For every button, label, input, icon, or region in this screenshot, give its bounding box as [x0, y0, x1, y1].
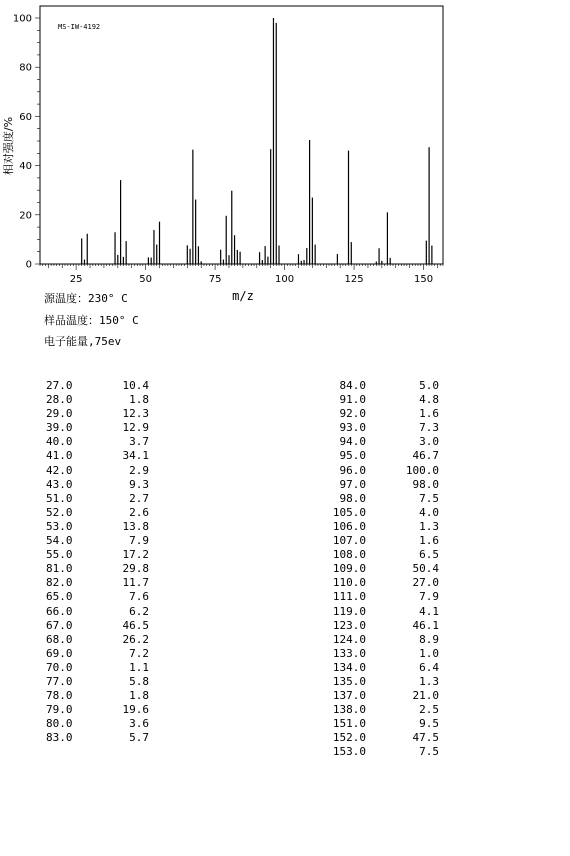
- intensity-cell: 6.4: [419, 660, 439, 674]
- mz-cell: 98.0: [339, 491, 366, 505]
- mz-cell: 83.0: [46, 731, 73, 745]
- mz-cell: 81.0: [46, 562, 73, 576]
- intensity-cell: 5.8: [129, 674, 149, 688]
- x-axis-title: m/z: [232, 289, 254, 303]
- table-row: [320, 605, 439, 619]
- intensity-cell: 47.5: [412, 731, 439, 745]
- table-row: [46, 520, 149, 534]
- intensity-cell: 7.2: [129, 646, 149, 660]
- intensity-cell: 4.1: [419, 604, 439, 618]
- table-row: [320, 590, 439, 604]
- table-row: [46, 562, 149, 576]
- source-temperature: 源温度：230° C: [44, 292, 128, 305]
- peak-table-left: [46, 379, 149, 745]
- mz-cell: 91.0: [339, 393, 366, 407]
- mz-cell: 124.0: [332, 632, 366, 646]
- table-row: [46, 731, 149, 745]
- intensity-cell: 8.9: [419, 632, 439, 646]
- table-row: [320, 379, 439, 393]
- intensity-cell: 3.6: [129, 717, 149, 731]
- intensity-cell: 29.8: [122, 562, 149, 576]
- mz-cell: 51.0: [46, 491, 73, 505]
- intensity-cell: 1.3: [419, 519, 439, 533]
- mz-cell: 105.0: [332, 505, 366, 519]
- electron-energy: 电子能量,75ev: [44, 335, 122, 348]
- table-row: [320, 534, 439, 548]
- table-row: [46, 590, 149, 604]
- table-row: [46, 421, 149, 435]
- table-row: [320, 435, 439, 449]
- table-row: [46, 379, 149, 393]
- plot-border: [40, 6, 443, 264]
- mz-cell: 42.0: [46, 463, 73, 477]
- mz-cell: 65.0: [46, 590, 73, 604]
- mz-cell: 137.0: [332, 689, 366, 703]
- intensity-cell: 7.3: [419, 421, 439, 435]
- intensity-cell: 4.0: [419, 505, 439, 519]
- mz-cell: 70.0: [46, 660, 73, 674]
- y-tick-label: 80: [19, 62, 32, 74]
- mz-cell: 135.0: [332, 674, 366, 688]
- intensity-cell: 7.9: [419, 590, 439, 604]
- table-row: [320, 661, 439, 675]
- mz-cell: 43.0: [46, 477, 73, 491]
- table-row: [320, 562, 439, 576]
- intensity-cell: 50.4: [412, 562, 439, 576]
- intensity-cell: 1.6: [419, 407, 439, 421]
- intensity-cell: 1.6: [419, 534, 439, 548]
- table-row: [320, 407, 439, 421]
- mz-cell: 123.0: [332, 618, 366, 632]
- intensity-cell: 1.8: [129, 393, 149, 407]
- sample-temperature: 样品温度：150° C: [44, 314, 139, 327]
- intensity-cell: 4.8: [419, 393, 439, 407]
- y-tick-label: 100: [12, 13, 32, 25]
- mz-cell: 68.0: [46, 632, 73, 646]
- intensity-cell: 1.0: [419, 646, 439, 660]
- table-row: [46, 407, 149, 421]
- table-row: [320, 548, 439, 562]
- intensity-cell: 3.7: [129, 435, 149, 449]
- intensity-cell: 12.9: [122, 421, 149, 435]
- intensity-cell: 1.8: [129, 689, 149, 703]
- table-row: [320, 393, 439, 407]
- plot-frame: [40, 6, 443, 264]
- mz-cell: 27.0: [46, 379, 73, 392]
- mz-cell: 55.0: [46, 548, 73, 562]
- intensity-cell: 21.0: [412, 689, 439, 703]
- mz-cell: 79.0: [46, 703, 73, 717]
- mz-cell: 96.0: [339, 463, 366, 477]
- intensity-cell: 17.2: [122, 548, 149, 562]
- table-row: [46, 647, 149, 661]
- intensity-cell: 1.3: [419, 674, 439, 688]
- intensity-cell: 9.3: [129, 477, 149, 491]
- mz-cell: 69.0: [46, 646, 73, 660]
- mz-cell: 153.0: [332, 745, 366, 759]
- mz-cell: 67.0: [46, 618, 73, 632]
- table-row: [320, 717, 439, 731]
- intensity-cell: 2.9: [129, 463, 149, 477]
- mz-cell: 40.0: [46, 435, 73, 449]
- mz-cell: 84.0: [339, 379, 366, 392]
- y-tick-label: 0: [25, 259, 32, 271]
- mz-cell: 119.0: [332, 604, 366, 618]
- x-tick-label: 125: [344, 274, 364, 285]
- mz-cell: 110.0: [332, 576, 366, 590]
- table-row: [320, 675, 439, 689]
- table-row: [320, 619, 439, 633]
- x-tick-label: 25: [69, 274, 83, 285]
- intensity-cell: 7.9: [129, 534, 149, 548]
- intensity-cell: 13.8: [122, 519, 149, 533]
- intensity-cell: 34.1: [122, 449, 149, 463]
- intensity-cell: 98.0: [412, 477, 439, 491]
- intensity-cell: 27.0: [412, 576, 439, 590]
- mz-cell: 29.0: [46, 407, 73, 421]
- mz-cell: 92.0: [339, 407, 366, 421]
- intensity-cell: 2.7: [129, 491, 149, 505]
- table-row: [320, 449, 439, 463]
- x-tick-label: 100: [275, 274, 295, 285]
- x-tick-label: 50: [139, 274, 152, 285]
- table-row: [320, 520, 439, 534]
- intensity-cell: 19.6: [122, 703, 149, 717]
- mz-cell: 77.0: [46, 674, 73, 688]
- table-row: [320, 633, 439, 647]
- table-row: [320, 506, 439, 520]
- mz-cell: 95.0: [339, 449, 366, 463]
- peak-table-right: [320, 379, 439, 760]
- intensity-cell: 2.6: [129, 505, 149, 519]
- table-row: [46, 605, 149, 619]
- table-row: [46, 492, 149, 506]
- intensity-cell: 46.5: [122, 618, 149, 632]
- x-tick-label: 150: [413, 274, 434, 285]
- intensity-cell: 12.3: [122, 407, 149, 421]
- mz-cell: 133.0: [332, 646, 366, 660]
- table-row: [320, 421, 439, 435]
- mass-spectrum-chart: [0, 0, 570, 306]
- table-row: [46, 633, 149, 647]
- y-tick-label: 20: [19, 210, 32, 222]
- mz-cell: 107.0: [332, 534, 366, 548]
- table-row: [46, 435, 149, 449]
- intensity-cell: 11.7: [122, 576, 149, 590]
- table-row: [320, 576, 439, 590]
- intensity-cell: 46.7: [412, 449, 439, 463]
- table-row: [46, 478, 149, 492]
- intensity-cell: 6.5: [419, 548, 439, 562]
- mz-cell: 134.0: [332, 660, 366, 674]
- x-tick-label: 75: [208, 274, 222, 285]
- mz-cell: 52.0: [46, 505, 73, 519]
- table-row: [320, 731, 439, 745]
- y-axis-title: 相对强度/%: [2, 116, 15, 176]
- intensity-cell: 3.0: [419, 435, 439, 449]
- intensity-cell: 5.7: [129, 731, 149, 745]
- table-row: [46, 464, 149, 478]
- table-row: [46, 703, 149, 717]
- table-row: [46, 548, 149, 562]
- axis-ticks: [35, 18, 443, 270]
- table-row: [46, 619, 149, 633]
- intensity-cell: 2.5: [419, 703, 439, 717]
- mz-cell: 138.0: [332, 703, 366, 717]
- table-row: [46, 661, 149, 675]
- mz-cell: 28.0: [46, 393, 73, 407]
- sample-id-label: MS-IW-4192: [58, 23, 101, 31]
- table-row: [46, 675, 149, 689]
- table-row: [320, 647, 439, 661]
- mz-cell: 53.0: [46, 519, 73, 533]
- intensity-cell: 46.1: [412, 618, 439, 632]
- table-row: [320, 689, 439, 703]
- mz-cell: 80.0: [46, 717, 73, 731]
- mz-cell: 109.0: [332, 562, 366, 576]
- mz-cell: 111.0: [332, 590, 366, 604]
- table-row: [320, 464, 439, 478]
- table-row: [46, 576, 149, 590]
- peak-bars: [82, 18, 432, 264]
- table-row: [320, 745, 439, 759]
- table-row: [46, 506, 149, 520]
- mz-cell: 94.0: [339, 435, 366, 449]
- intensity-cell: 6.2: [129, 604, 149, 618]
- axis-labels: [13, 14, 433, 286]
- mz-cell: 93.0: [339, 421, 366, 435]
- mz-cell: 82.0: [46, 576, 73, 590]
- table-row: [46, 393, 149, 407]
- table-row: [46, 717, 149, 731]
- intensity-cell: 9.5: [419, 717, 439, 731]
- intensity-cell: 7.6: [129, 590, 149, 604]
- table-row: [46, 689, 149, 703]
- mz-cell: 78.0: [46, 689, 73, 703]
- mz-cell: 108.0: [332, 548, 366, 562]
- y-tick-label: 40: [19, 161, 32, 173]
- mz-cell: 41.0: [46, 449, 73, 463]
- mz-cell: 106.0: [332, 519, 366, 533]
- mz-cell: 39.0: [46, 421, 73, 435]
- mz-cell: 66.0: [46, 604, 73, 618]
- intensity-cell: 7.5: [419, 745, 439, 759]
- table-row: [46, 449, 149, 463]
- mz-cell: 97.0: [339, 477, 366, 491]
- table-row: [46, 534, 149, 548]
- mz-cell: 152.0: [332, 731, 366, 745]
- intensity-cell: 7.5: [419, 491, 439, 505]
- intensity-cell: 26.2: [122, 632, 149, 646]
- intensity-cell: 5.0: [419, 379, 439, 392]
- table-row: [320, 703, 439, 717]
- table-row: [320, 492, 439, 506]
- intensity-cell: 10.4: [122, 379, 149, 392]
- mz-cell: 54.0: [46, 534, 73, 548]
- intensity-cell: 1.1: [129, 660, 149, 674]
- y-tick-label: 60: [19, 111, 32, 123]
- table-row: [320, 478, 439, 492]
- mz-cell: 151.0: [332, 717, 366, 731]
- intensity-cell: 100.0: [405, 463, 439, 477]
